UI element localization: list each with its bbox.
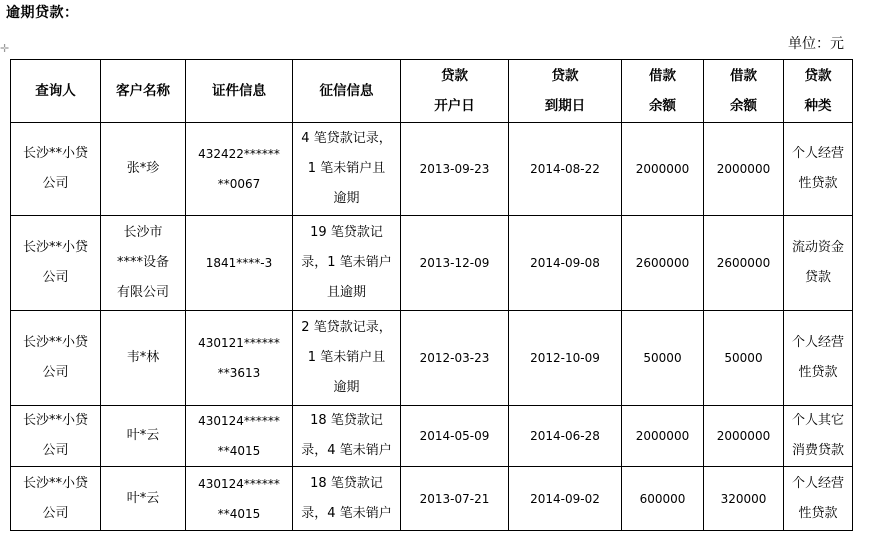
credit-info-line: 1 笔未销户且 [307, 350, 386, 365]
header-id-info: 证件信息 [186, 60, 293, 123]
balance-2-cell: 2600000 [704, 216, 784, 311]
header-balance-1-line1: 借款 [649, 68, 676, 84]
id-info-line: **0067 [217, 177, 261, 191]
querier-cell [11, 216, 101, 311]
header-due-date-line1: 贷款 [551, 68, 579, 84]
loan-type-cell [784, 311, 853, 406]
balance-1-cell: 2000000 [622, 123, 704, 216]
querier-cell [11, 467, 101, 531]
customer-name-cell [101, 311, 186, 406]
querier-line: 公司 [42, 443, 69, 458]
table-row [11, 467, 853, 531]
header-row [11, 60, 853, 123]
querier-line: 公司 [42, 365, 69, 380]
header-balance-2 [704, 60, 784, 123]
customer-name-line: ****设备 [116, 255, 169, 270]
unit-label: 单位：元 [788, 36, 844, 52]
credit-info-line: 且逾期 [326, 285, 366, 300]
header-loan-type-line2: 种类 [804, 98, 832, 114]
id-info-cell [186, 406, 293, 467]
id-info-line: **4015 [217, 444, 261, 458]
loan-type-cell [784, 216, 853, 311]
due-date-cell: 2012-10-09 [509, 311, 622, 406]
loan-type-cell [784, 406, 853, 467]
balance-2-cell: 2000000 [704, 123, 784, 216]
loan-type-line: 个人其它 [791, 413, 844, 428]
loan-type-line: 流动资金 [791, 240, 844, 255]
table-row [11, 216, 853, 311]
table-row [11, 406, 853, 467]
header-customer-name: 客户名称 [101, 60, 186, 123]
header-open-date [401, 60, 509, 123]
section-title: 逾期贷款： [6, 5, 79, 21]
customer-name-line: 张*珍 [126, 161, 160, 176]
loan-type-cell [784, 467, 853, 531]
customer-name-cell [101, 467, 186, 531]
open-date-cell: 2013-09-23 [401, 123, 509, 216]
header-credit-info: 征信信息 [293, 60, 401, 123]
loan-type-line: 个人经营 [791, 475, 844, 491]
querier-line: 长沙**小贷 [22, 413, 88, 428]
credit-info-line: 录，1 笔未销户 [301, 255, 392, 270]
id-info-line: **4015 [217, 506, 261, 521]
querier-line: 公司 [42, 270, 69, 285]
header-balance-1 [622, 60, 704, 123]
credit-info-line: 18 笔贷款记 [310, 475, 383, 491]
customer-name-line: 长沙市 [123, 225, 163, 240]
customer-name-line: 叶*云 [126, 428, 160, 443]
loan-type-cell [784, 123, 853, 216]
id-info-line: 432422****** [198, 147, 280, 161]
id-info-cell [186, 311, 293, 406]
customer-name-cell [101, 406, 186, 467]
querier-line: 长沙**小贷 [22, 475, 88, 491]
balance-2-cell: 2000000 [704, 406, 784, 467]
id-info-line: 430124****** [198, 476, 280, 491]
id-info-cell [186, 216, 293, 311]
id-info-line: **3613 [217, 366, 261, 380]
credit-info-line: 1 笔未销户且 [307, 161, 386, 176]
header-balance-1-line2: 余额 [649, 98, 676, 114]
customer-name-line: 韦*林 [126, 350, 160, 365]
credit-info-line: 18 笔贷款记 [310, 413, 383, 428]
customer-name-cell [101, 123, 186, 216]
querier-cell [11, 406, 101, 467]
open-date-cell: 2013-07-21 [401, 467, 509, 531]
overdue-loans-table [10, 59, 853, 531]
header-querier: 查询人 [11, 60, 101, 123]
open-date-cell: 2014-05-09 [401, 406, 509, 467]
credit-info-line: 逾期 [333, 380, 360, 395]
querier-cell [11, 123, 101, 216]
header-due-date [509, 60, 622, 123]
header-loan-type-line1: 贷款 [804, 68, 832, 84]
credit-info-line: 2 笔贷款记录， [301, 320, 392, 335]
id-info-line: 430124****** [198, 414, 280, 428]
loan-type-line: 性贷款 [798, 176, 838, 191]
header-due-date-line2: 到期日 [544, 98, 586, 114]
credit-info-cell [293, 123, 401, 216]
balance-2-cell: 50000 [704, 311, 784, 406]
customer-name-line: 叶*云 [126, 490, 160, 506]
id-info-line: 1841****-3 [205, 256, 273, 270]
querier-line: 长沙**小贷 [22, 240, 88, 255]
querier-line: 长沙**小贷 [22, 335, 88, 350]
querier-line: 公司 [42, 505, 69, 521]
open-date-cell: 2012-03-23 [401, 311, 509, 406]
header-balance-2-line2: 余额 [730, 98, 757, 114]
credit-info-cell [293, 406, 401, 467]
id-info-cell [186, 467, 293, 531]
due-date-cell: 2014-06-28 [509, 406, 622, 467]
loan-type-line: 个人经营 [791, 335, 844, 350]
customer-name-cell [101, 216, 186, 311]
table-row [11, 123, 853, 216]
credit-info-line: 录，4 笔未销户 [301, 443, 392, 458]
loan-type-line: 贷款 [804, 270, 831, 285]
credit-info-line: 录，4 笔未销户 [301, 505, 392, 521]
loan-type-line: 性贷款 [798, 365, 838, 380]
header-loan-type [784, 60, 853, 123]
loan-type-line: 消费贷款 [791, 443, 844, 458]
due-date-cell: 2014-08-22 [509, 123, 622, 216]
due-date-cell: 2014-09-08 [509, 216, 622, 311]
credit-info-cell [293, 467, 401, 531]
credit-info-cell [293, 216, 401, 311]
due-date-cell: 2014-09-02 [509, 467, 622, 531]
id-info-line: 430121****** [198, 336, 280, 350]
open-date-cell: 2013-12-09 [401, 216, 509, 311]
credit-info-line: 19 笔贷款记 [310, 225, 383, 240]
loan-type-line: 性贷款 [798, 505, 838, 521]
querier-line: 长沙**小贷 [22, 146, 88, 161]
balance-1-cell: 600000 [622, 467, 704, 531]
header-open-date-line1: 贷款 [441, 68, 468, 84]
header-balance-2-line1: 借款 [730, 68, 757, 84]
credit-info-line: 逾期 [333, 191, 360, 206]
balance-1-cell: 2000000 [622, 406, 704, 467]
credit-info-line: 4 笔贷款记录， [301, 131, 392, 146]
customer-name-line: 有限公司 [116, 285, 169, 300]
balance-1-cell: 50000 [622, 311, 704, 406]
balance-2-cell: 320000 [704, 467, 784, 531]
id-info-cell [186, 123, 293, 216]
credit-info-cell [293, 311, 401, 406]
querier-cell [11, 311, 101, 406]
querier-line: 公司 [42, 176, 69, 191]
balance-1-cell: 2600000 [622, 216, 704, 311]
table-row [11, 311, 853, 406]
table-move-handle-icon[interactable]: ✛ [0, 42, 10, 55]
header-open-date-line2: 开户日 [434, 98, 475, 114]
loan-type-line: 个人经营 [791, 146, 844, 161]
